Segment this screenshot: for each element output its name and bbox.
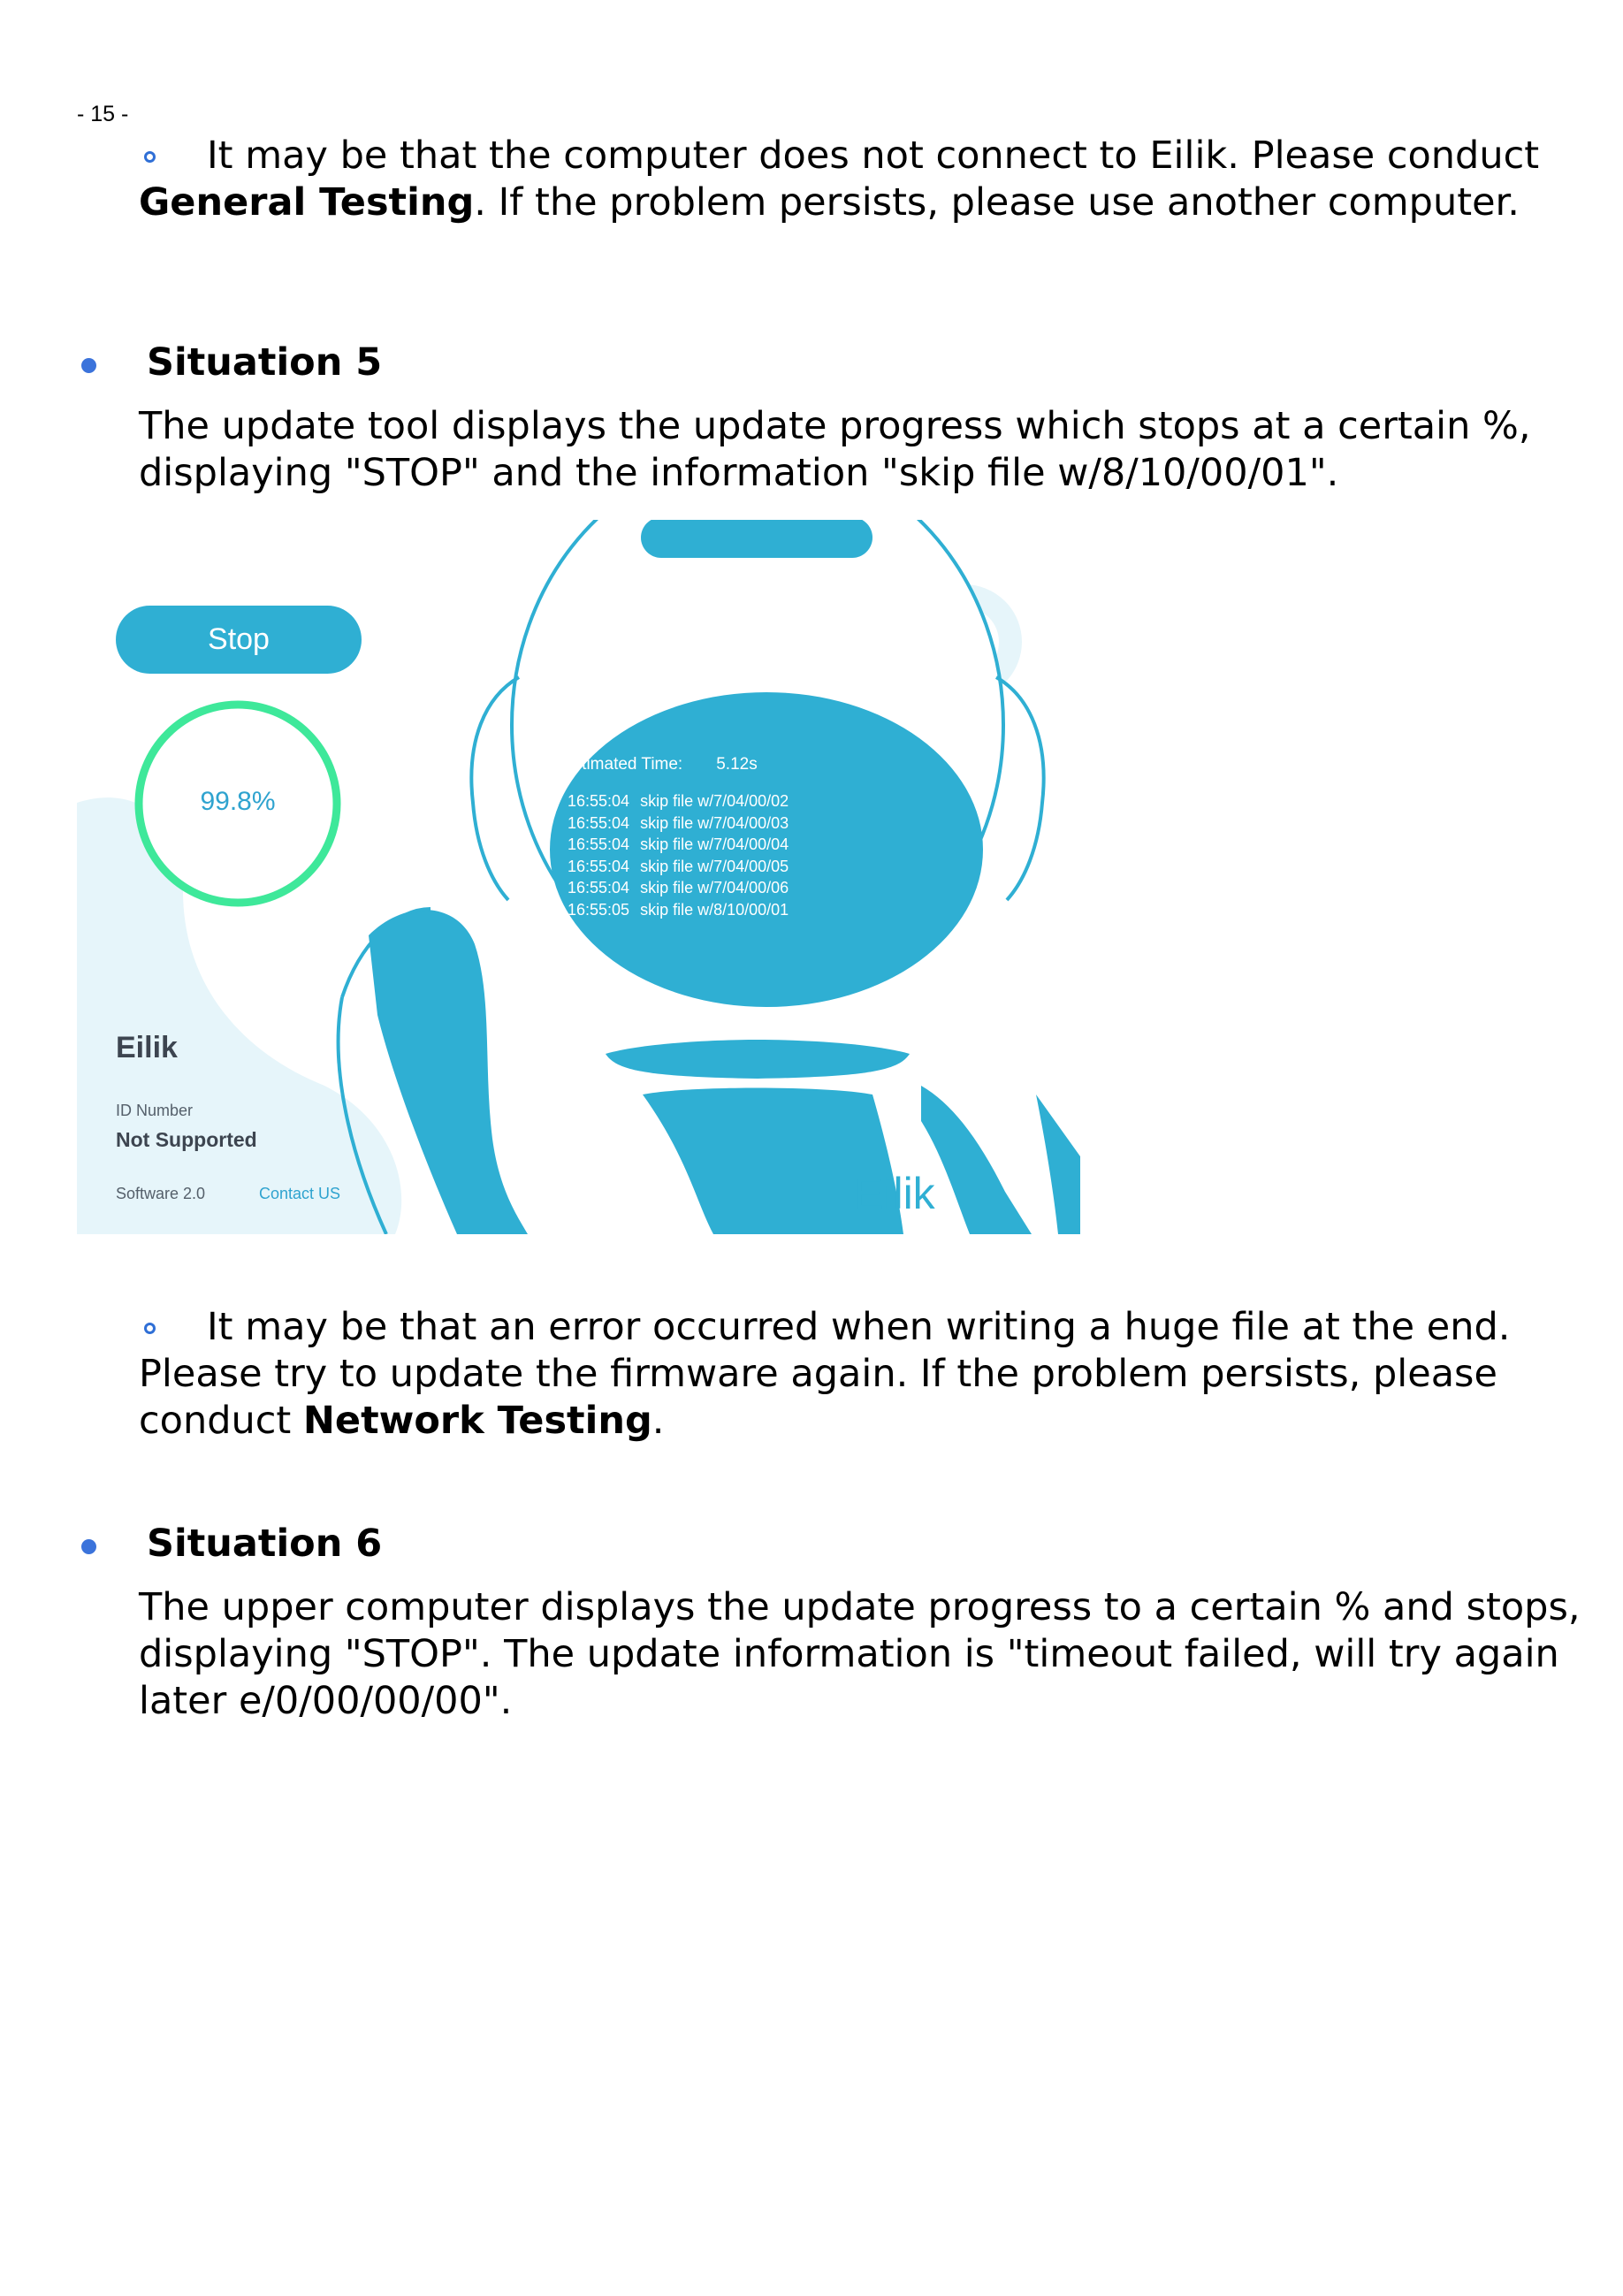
software-version: Software 2.0 — [116, 1185, 206, 1202]
hollow-bullet-icon — [144, 1323, 156, 1334]
progress-percent: 99.8% — [200, 787, 276, 816]
paragraph-computer-connection: It may be that the computer does not connect to Eilik. Please conduct General Testing. If the problem persists, please use another computer. — [139, 133, 1540, 225]
log-entry: 16:55:04 skip file w/7/04/00/04 — [568, 835, 789, 853]
situation-5-description: The update tool displays the update progress which stops at a certain %, displaying "STOP" and the information "skip file w/8/10/00/01". — [139, 404, 1531, 495]
situation-6-heading: Situation 6 — [147, 1522, 383, 1566]
log-entry: 16:55:05 skip file w/8/10/00/01 — [568, 900, 789, 919]
estimated-time: Estimated Time: 5.12s — [562, 755, 758, 774]
update-log-panel — [562, 755, 951, 932]
log-entry: 16:55:04 skip file w/7/04/00/02 — [568, 792, 789, 810]
general-testing-link-text: General Testing — [139, 180, 475, 225]
update-tool-screenshot — [77, 520, 1080, 1234]
paragraph-huge-file-error: It may be that an error occurred when writing a huge file at the end. Please try to update the firmware again. If the problem persists, please conduct Network Testing. — [139, 1305, 1511, 1443]
stop-button[interactable]: Stop — [116, 606, 362, 674]
log-entry: 16:55:04 skip file w/7/04/00/05 — [568, 857, 789, 875]
page-number: - 15 - — [77, 102, 129, 126]
contact-us-link[interactable]: Contact US — [259, 1185, 341, 1202]
update-log — [568, 790, 789, 920]
log-entry: 16:55:04 skip file w/7/04/00/06 — [568, 879, 789, 896]
hollow-bullet-icon — [144, 151, 156, 163]
device-name: Eilik — [116, 1031, 178, 1064]
bullet-icon — [81, 358, 96, 373]
brand-logo-text: Eilik — [854, 1169, 935, 1218]
id-number-label: ID Number — [116, 1102, 194, 1119]
log-entry: 16:55:04 skip file w/7/04/00/03 — [568, 813, 789, 832]
bullet-icon — [81, 1539, 96, 1554]
network-testing-link-text: Network Testing — [302, 1399, 652, 1443]
id-number-value: Not Supported — [116, 1128, 257, 1151]
situation-5-heading: Situation 5 — [147, 340, 383, 385]
situation-6-description: The upper computer displays the update progress to a certain % and stops, displaying "STOP". The update information is "timeout failed, will try again later e/0/00/00/00". — [139, 1585, 1581, 1723]
